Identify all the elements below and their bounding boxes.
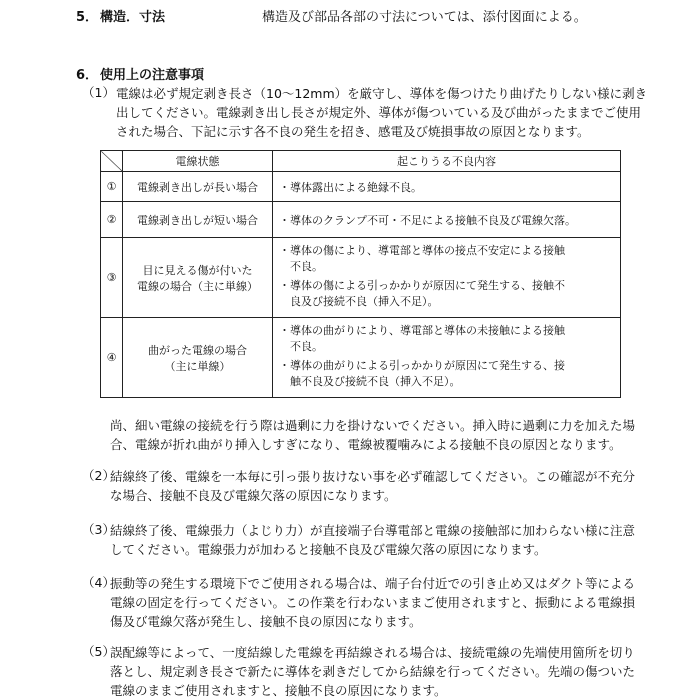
table-row [101,238,621,318]
item4-marker: （4） [82,575,115,590]
defect-line: ・導体の曲がりによる引っかかりが原因にて発生する、接 [279,359,565,372]
header-state: 電線状態 [123,151,273,172]
defect-line: ・導体の曲がりにより、導電部と導体の未接触による接触 [279,324,565,337]
table-header-row [101,151,621,172]
row-state: 電線剥き出しが長い場合 [123,172,273,202]
item4-text [110,574,635,631]
header-diagonal-cell [101,151,123,172]
row-defect [273,318,621,398]
row-state [123,318,273,398]
row-number: ① [101,172,123,202]
table-row [101,172,621,202]
defect-line: ・導体の傷により、導電部と導体の接点不安定による接触 [279,244,565,257]
item2-marker: （2） [82,468,115,483]
item1-text [116,84,647,141]
section5-number: 5． [76,10,99,25]
item1-line: 出してください。電線剥き出し長さが規定外、導体が傷ついている及び曲がったままでご使用 [116,105,642,120]
defect-item [279,278,614,310]
defect-item [279,243,614,275]
defect-line: 不良。 [279,340,323,353]
row-state-line: 目に見える傷が付いた [142,263,253,277]
row-state-line: （主に単線） [164,359,231,373]
item2-line: 結線終了後、電線を一本毎に引っ張り抜けない事を必ず確認してください。この確認が不充分 [110,469,636,484]
item3-line: してください。電線張力が加わると接触不良及び電線欠落の原因になります。 [110,542,547,557]
row-defect: ・導体露出による絶縁不良。 [273,172,621,202]
section6-number: 6． [76,68,99,83]
header-defect: 起こりうる不良内容 [273,151,621,172]
item1-line: 電線は必ず規定剥き長さ（10～12mm）を厳守し、導体を傷つけたり曲げたりしない様に剥き [116,86,648,101]
section6-title: 使用上の注意事項 [100,68,205,83]
defect-item [279,358,614,390]
item4-line: 傷及び電線欠落が発生し、接触不良の原因になります。 [110,614,422,629]
defect-line: 不良。 [279,260,323,273]
defect-item [279,323,614,355]
note-line: 合、電線が折れ曲がり挿入しすぎになり、電線被覆噛みによる接触不良の原因となります。 [110,437,622,452]
note-text [110,416,635,454]
item5-line: 電線のままご使用されますと、接触不良の原因になります。 [110,683,447,698]
row-defect [273,238,621,318]
row-number: ② [101,202,123,238]
item3-line: 結線終了後、電線張力（よじり力）が直接端子台導電部と電線の接触部に加わらない様に注意 [110,523,636,538]
note-line: 尚、細い電線の接続を行う際は過剰に力を掛けないでください。挿入時に過剰に力を加えた場 [110,418,636,433]
item4-line: 電線の固定を行ってください。この作業を行わないままご使用されますと、振動による電線損 [110,595,636,610]
caution-table [100,150,621,398]
item4-line: 振動等の発生する環境下でご使用される場合は、端子台付近での引き止め又はダクト等による [110,576,636,591]
row-state: 電線剥き出しが短い場合 [123,202,273,238]
item5-line: 誤配線等によって、一度結線した電線を再結線される場合は、接続電線の先端使用箇所を切り [110,645,635,660]
item3-text [110,521,635,559]
section5-text: 構造及び部品各部の寸法については、添付図面による。 [262,10,587,25]
row-state [123,238,273,318]
table-row [101,202,621,238]
row-state-line: 電線の場合（主に単線） [137,279,258,293]
item2-line: な場合、接触不良及び電線欠落の原因になります。 [110,488,397,503]
item5-line: 落とし、規定剥き長さで新たに導体を剥きだしてから結線を行ってください。先端の傷ついた [110,664,636,679]
defect-line: 良及び接続不良（挿入不足）。 [279,295,439,308]
item2-text [110,467,635,505]
item5-marker: （5） [82,644,115,659]
row-number: ③ [101,238,123,318]
item5-text [110,643,635,700]
row-defect: ・導体のクランプ不可・不足による接触不良及び電線欠落。 [273,202,621,238]
row-state-line: 曲がった電線の場合 [148,343,247,357]
item1-marker: （1） [82,85,115,100]
table-row [101,318,621,398]
item3-marker: （3） [82,522,115,537]
defect-line: 触不良及び接続不良（挿入不足）。 [279,375,461,388]
row-number: ④ [101,318,123,398]
item1-line: された場合、下記に示す各不良の発生を招き、感電及び焼損事故の原因となります。 [116,124,590,139]
section5-title: 構造．寸法 [100,10,166,25]
defect-line: ・導体の傷による引っかかりが原因にて発生する、接触不 [279,279,565,292]
